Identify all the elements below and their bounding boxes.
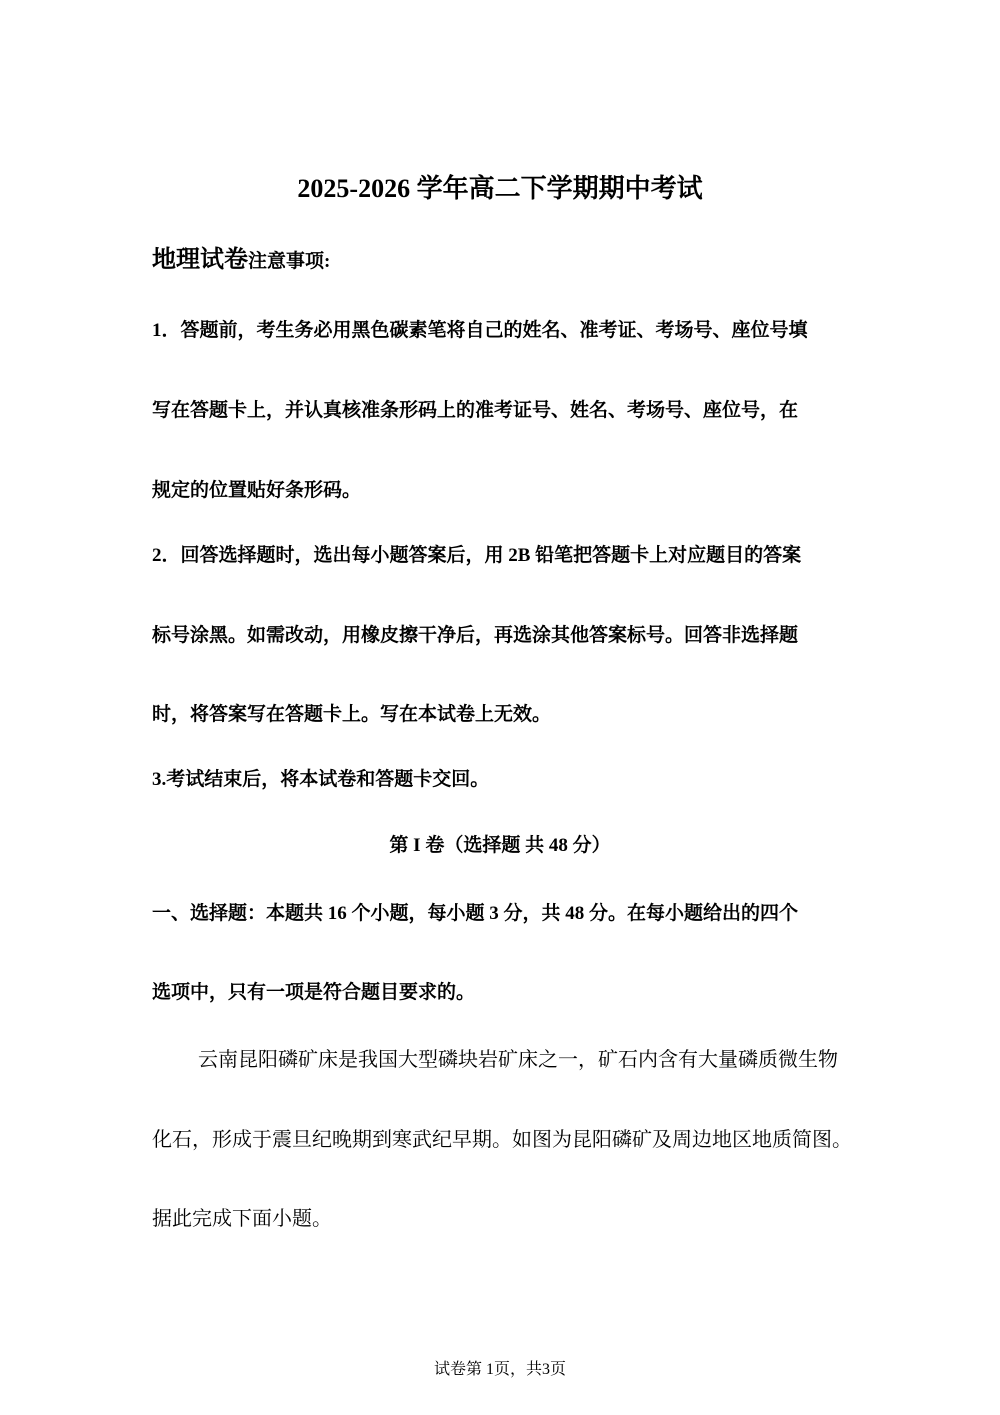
page-footer: 试卷第 1页，共3页 — [433, 1361, 566, 1378]
subject-label: 地理试卷 — [152, 247, 248, 273]
notice-line-2: 写在答题卡上，并认真核准条形码上的准考证号、姓名、考场号、座位号，在 — [152, 400, 799, 421]
passage-line-1: 云南昆阳磷矿床是我国大型磷块岩矿床之一，矿石内含有大量磷质微生物 — [198, 1049, 838, 1071]
notice-line-5: 标号涂黑。如需改动，用橡皮擦干净后，再选涂其他答案标号。回答非选择题 — [152, 625, 799, 646]
notice-line-3: 规定的位置贴好条形码。 — [152, 480, 362, 501]
exam-title: 2025-2026 学年高二下学期期中考试 — [297, 174, 703, 203]
notice-line-6: 时，将答案写在答题卡上。写在本试卷上无效。 — [152, 704, 552, 725]
notice-heading: 注意事项: — [248, 251, 331, 272]
notice-line-4: 2．回答选择题时，选出每小题答案后，用 2B 铅笔把答题卡上对应题目的答案 — [152, 545, 802, 566]
section-instruction-line-2: 选项中，只有一项是符合题目要求的。 — [152, 982, 476, 1003]
passage-line-2: 化石，形成于震旦纪晚期到寒武纪早期。如图为昆阳磷矿及周边地区地质简图。 — [152, 1129, 852, 1151]
section-title: 第 I 卷（选择题 共 48 分） — [389, 835, 611, 856]
notice-line-7: 3.考试结束后，将本试卷和答题卡交回。 — [152, 769, 490, 790]
subject-heading — [152, 239, 330, 274]
section-instruction-line-1: 一、选择题：本题共 16 个小题，每小题 3 分，共 48 分。在每小题给出的四个 — [152, 903, 799, 924]
notice-line-1: 1．答题前，考生务必用黑色碳素笔将自己的姓名、准考证、考场号、座位号填 — [152, 320, 808, 341]
passage-line-3: 据此完成下面小题。 — [152, 1208, 332, 1230]
